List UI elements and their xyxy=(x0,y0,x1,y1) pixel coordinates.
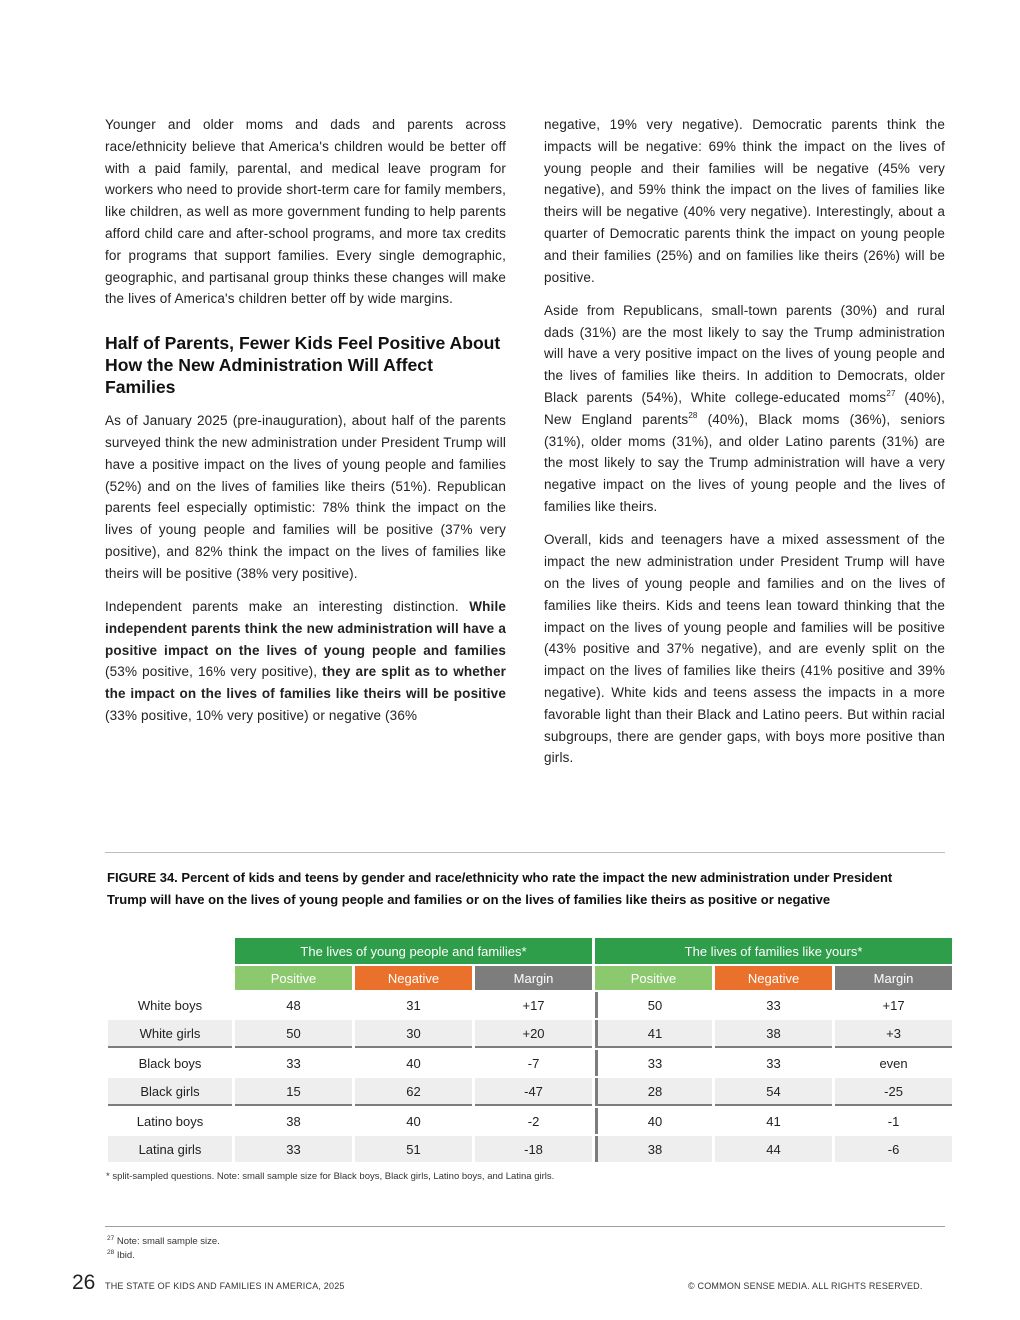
table-cell: 28 xyxy=(595,1078,712,1106)
table-row xyxy=(108,1050,952,1076)
table-cell: -2 xyxy=(527,1113,540,1129)
footnote-ref[interactable]: 27 xyxy=(886,389,896,399)
footnote xyxy=(107,1249,220,1263)
footnotes xyxy=(107,1235,220,1263)
table-corner xyxy=(108,938,232,964)
table-cell: 33 xyxy=(595,1050,712,1076)
table-cell: 50 xyxy=(235,1020,352,1048)
table-cell: -7 xyxy=(527,1055,540,1071)
paragraph-text: (40%), Black moms (36%), seniors (31%), older moms (31%), and older Latino parents (31%) are the most likely to say the Trump administration will have a very negative impact on the lives of young people and the lives of families like theirs. xyxy=(544,411,945,515)
paragraph: negative, 19% very negative). Democratic parents think the impacts will be negative: 69% think the impact on the lives of young people and their families will be negative (45% very negative), and 59% think the impact on the lives of families like theirs will be negative (40% very negative). Interestingly, about a quarter of Democratic parents think the impact on young people and their families (25%) and on families like theirs (26%) will be positive. xyxy=(544,117,945,285)
table-row xyxy=(108,992,952,1018)
paragraph-text: (40%), New England parents xyxy=(544,390,946,427)
table-cell: 40 xyxy=(595,1108,712,1134)
paragraph xyxy=(105,596,506,727)
table-cell: 50 xyxy=(595,992,712,1018)
table-row xyxy=(108,1136,952,1162)
paragraph-text: (33% positive, 10% very positive) or negative (36% xyxy=(105,708,418,724)
table-cell: 15 xyxy=(235,1078,352,1106)
footnote-divider xyxy=(105,1226,945,1227)
table-cell: 33 xyxy=(286,1055,301,1071)
footnote-ref[interactable]: 28 xyxy=(688,410,698,420)
table-row xyxy=(108,1020,952,1048)
table-cell: 31 xyxy=(406,997,421,1013)
table-row xyxy=(108,1078,952,1106)
table-cell: 40 xyxy=(406,1113,421,1129)
table-cell: -1 xyxy=(887,1113,900,1129)
section-heading: Half of Parents, Fewer Kids Feel Positive About How the New Administration Will Affect Families xyxy=(105,333,501,398)
copyright-notice: © COMMON SENSE MEDIA. ALL RIGHTS RESERVED. xyxy=(688,1281,923,1291)
paragraph-text: Independent parents make an interesting distinction. xyxy=(105,599,470,615)
table-cell: +17 xyxy=(522,997,545,1013)
table-cell: 33 xyxy=(235,1136,352,1162)
table-cell: 62 xyxy=(355,1078,472,1106)
table-cell: 51 xyxy=(355,1136,472,1162)
row-label: Black girls xyxy=(108,1078,232,1106)
col-header-margin: Margin xyxy=(475,966,592,990)
table-row xyxy=(108,1108,952,1134)
col-header-negative: Negative xyxy=(355,966,472,990)
table-cell: 54 xyxy=(715,1078,832,1106)
col-header-positive: Positive xyxy=(595,966,712,990)
table-corner xyxy=(108,966,232,990)
table-cell: 33 xyxy=(766,997,781,1013)
table-cell: 44 xyxy=(715,1136,832,1162)
group-header-young-people: The lives of young people and families* xyxy=(235,938,592,964)
table-cell: -47 xyxy=(475,1078,592,1106)
footnote-number: 28 xyxy=(107,1249,115,1256)
table-cell: +20 xyxy=(475,1020,592,1048)
group-header-families-like-yours: The lives of families like yours* xyxy=(595,938,952,964)
col-header-margin: Margin xyxy=(835,966,952,990)
footnote-number: 27 xyxy=(107,1235,115,1242)
table-cell: 30 xyxy=(355,1020,472,1048)
page-number: 26 xyxy=(72,1271,96,1294)
footnote-text: Ibid. xyxy=(114,1250,135,1261)
paragraph: As of January 2025 (pre-inauguration), about half of the parents surveyed think the new administration under President Trump will have a positive impact on the lives of young people and families (52%) and on the lives of families like theirs (51%). Republican parents feel especially optimistic: 78% think the impact on the lives of young people and families will be positive (37% very positive), and 82% think the impact on the lives of families like theirs will be positive (38% very positive). xyxy=(105,413,506,581)
col-header-negative: Negative xyxy=(715,966,832,990)
paragraph: Overall, kids and teenagers have a mixed assessment of the impact the new administration under President Trump will have on the lives of young people and families and on the lives of families like theirs. Kids and teens lean toward thinking that the impact on the lives of young people and families will be positive (43% positive and 37% negative), and are evenly split on the impact on the lives of families like theirs (41% positive and 39% negative). White kids and teens assess the impacts in a more favorable light than their Black and Latino peers. But within racial subgroups, there are gender gaps, with boys more positive than girls. xyxy=(544,532,945,766)
paragraph xyxy=(544,300,945,518)
table-cell: 38 xyxy=(595,1136,712,1162)
paragraph-bold-text: While independent parents think the new administration will have a positive impact on the lives of young people and families xyxy=(105,599,506,658)
table-cell: 40 xyxy=(406,1055,421,1071)
body-column-left xyxy=(105,114,506,738)
table-cell: 38 xyxy=(715,1020,832,1048)
running-title: THE STATE OF KIDS AND FAMILIES IN AMERICA, 2025 xyxy=(105,1281,345,1291)
paragraph: Younger and older moms and dads and parents across race/ethnicity believe that America's children would be better off with a paid family, parental, and medical leave program for workers who need to provide short-term care for family members, like children, as well as more government funding to help parents afford child care and after-school programs, and more tax credits for programs that support families. Every single demographic, geographic, and partisanal group thinks these changes will make the lives of America's children better off by wide margins. xyxy=(105,117,506,307)
table-cell: 33 xyxy=(766,1055,781,1071)
paragraph-bold-text: they are split as to whether the impact on the lives of families like theirs will be positive xyxy=(105,664,506,702)
table-cell: 41 xyxy=(595,1020,712,1048)
paragraph-text: Aside from Republicans, small-town parents (30%) and rural dads (31%) are the most likely to say the Trump administration will have a very positive impact on the lives of young people and the lives of families like theirs. In addition to Democrats, older Black parents (54%), White college-educated moms xyxy=(544,302,945,406)
figure-table xyxy=(105,936,955,1164)
body-column-right xyxy=(544,114,945,781)
figure-divider xyxy=(105,852,945,853)
table-cell: -18 xyxy=(475,1136,592,1162)
table-cell: 48 xyxy=(286,997,301,1013)
col-header-positive: Positive xyxy=(235,966,352,990)
table-cell: -25 xyxy=(835,1078,952,1106)
footnote-text: Note: small sample size. xyxy=(114,1236,220,1247)
footnote xyxy=(107,1235,220,1249)
table-cell: even xyxy=(879,1055,908,1071)
figure-note: * split-sampled questions. Note: small sample size for Black boys, Black girls, Latino boys, and Latina girls. xyxy=(106,1171,555,1182)
table-cell: +3 xyxy=(835,1020,952,1048)
row-label: White girls xyxy=(108,1020,232,1048)
table-cell: -6 xyxy=(835,1136,952,1162)
row-label: Black boys xyxy=(138,1055,202,1071)
table-cell: +17 xyxy=(882,997,905,1013)
paragraph-text: (53% positive, 16% very positive), xyxy=(105,664,323,680)
row-label: White boys xyxy=(137,997,203,1013)
table-cell: 41 xyxy=(766,1113,781,1129)
figure-title: FIGURE 34. Percent of kids and teens by gender and race/ethnicity who rate the impact the new administration under President Trump will have on the lives of young people and families or on the lives of families like theirs as positive or negative xyxy=(107,870,893,907)
table-cell: 38 xyxy=(286,1113,301,1129)
row-label: Latino boys xyxy=(136,1113,204,1129)
row-label: Latina girls xyxy=(108,1136,232,1162)
